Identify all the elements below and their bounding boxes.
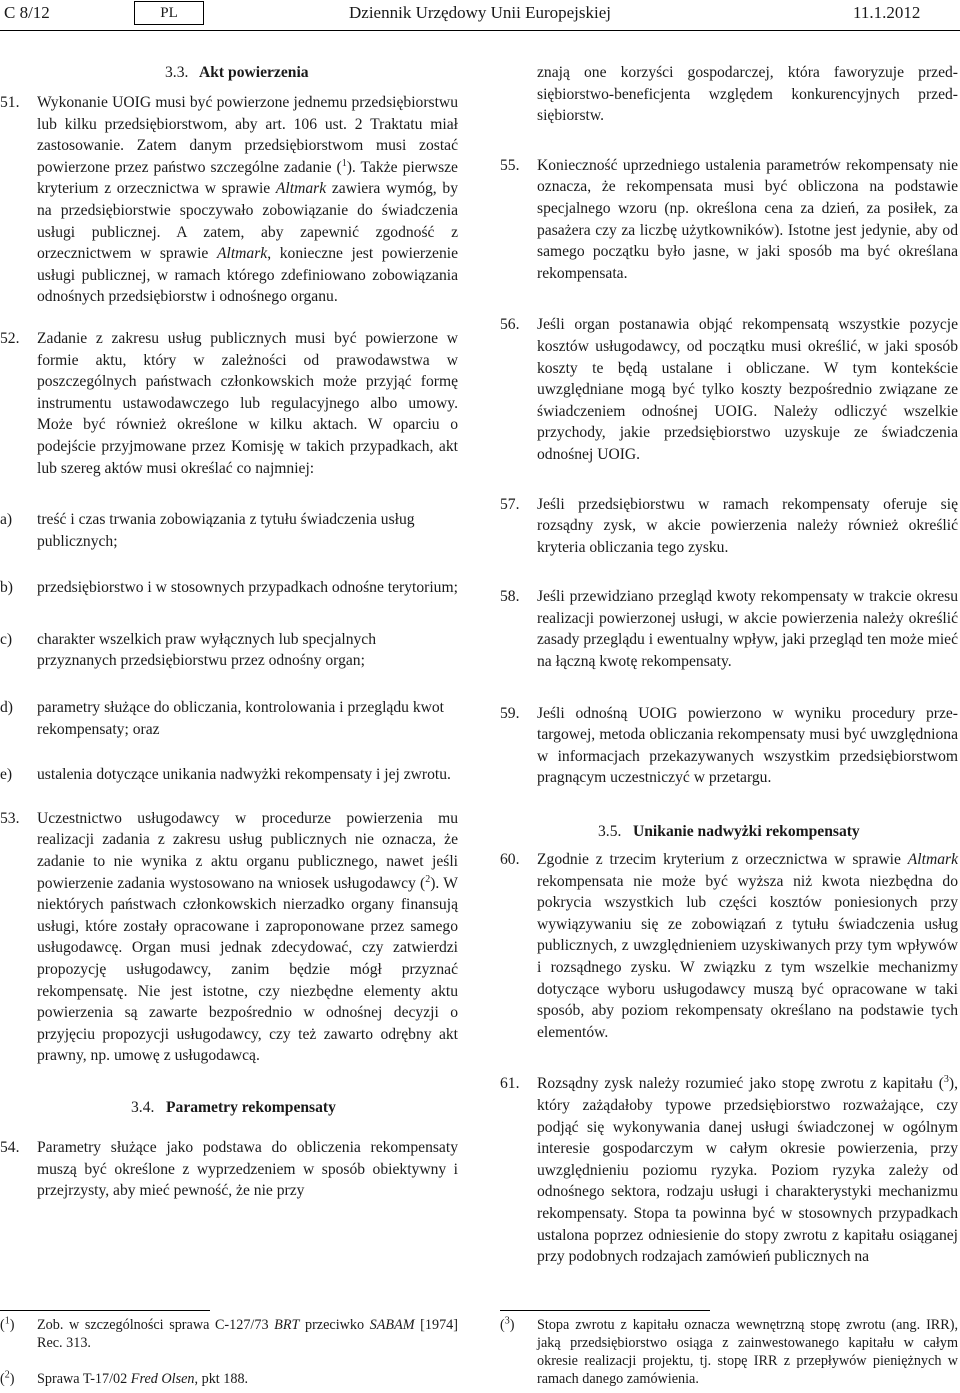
list-item <box>0 577 458 599</box>
paragraph-56 <box>500 314 958 465</box>
section-heading-3-5 <box>500 821 958 843</box>
list-label: d) <box>0 699 13 717</box>
paragraph-number: 59. <box>500 704 520 722</box>
footnote-text-part: , pkt 188. <box>194 1371 249 1387</box>
paragraph-text: ). W niektórych państwach członkowskich nierzadko organy finansują usługi, które zostały opracowane i zaproponowane przez samego usługodawcę. Organ musi jednak zdecydować, czy zatwierdzi propozycję usługodawcy, zanim będzie mógł przyznać rekompensatę. Nie jest istotne, czy niezbędne elementy aktu powierzenia są zawarte bezpośrednio w odnośnej decyzji o przyjęciu propozycji usługodawcy, czy też zawarto odrębny akt prawny, np. umowę z usługodawcą. <box>37 874 458 1065</box>
footnote-1 <box>0 1316 458 1352</box>
footnote-text: Stopa zwrotu z kapitału oznacza wewnętrzną stopę zwrotu (ang. IRR), jaką przedsiębiorstwo osiąga z zainwestowanego kapitału w całym okresie realizacji projektu, tj. stopę IRR z przepływów pieniężnych w ramach danego zamówienia. <box>537 1317 958 1387</box>
footnote-number: 2 <box>4 1369 10 1381</box>
paragraph-text: Jeśli organ postanawia objąć rekompensatą wszystkie pozycje kosztów usługodawcy, od początku musi określić, w jaki sposób koszty te będą ustalane i obliczane. W tym kontekście uwzględniane mogą być tylko koszty bezpośrednio związane ze świadczeniem odnośnej UOIG. Należy odliczyć wszelkie przychody, jakie przedsiębiorstwo uzyskuje ze świadczenia odnośnej UOIG. <box>537 316 958 463</box>
footnote-number: 1 <box>4 1315 10 1327</box>
page-header <box>0 0 960 30</box>
paragraph-number: 56. <box>500 316 520 334</box>
paragraph-text: Zgodnie z trzecim kryterium z orzecznictwa w sprawie <box>537 851 908 869</box>
paragraph-54 <box>0 1137 458 1202</box>
paragraph-text: Jeśli przedsiębiorstwu w ramach rekompensaty oferuje się rozsądny zysk, w akcie powierzenia należy również określić kryteria obliczania tego zysku. <box>537 495 958 556</box>
section-number: 3.4. <box>131 1098 155 1116</box>
case-name: Fred Olsen <box>130 1371 195 1387</box>
paragraph-number: 57. <box>500 495 520 513</box>
case-name: Altmark <box>216 245 268 263</box>
case-name: BRT <box>274 1317 300 1333</box>
list-text: charakter wszelkich praw wyłącznych lub specjalnych przyznanych przedsiębiorstwu przez odnośny organ; <box>37 630 377 670</box>
list-text: parametry służące do obliczania, kontrolowania i przeglądu kwot rekompensaty; oraz <box>37 699 445 738</box>
section-title: Parametry rekompensaty <box>166 1098 336 1116</box>
section-title: Unikanie nadwyżki rekompensaty <box>633 823 860 841</box>
list-item <box>0 764 458 786</box>
language-badge <box>134 1 204 25</box>
paragraph-text: rekompensata nie może być wyższa niż kwota niezbędna do pokrycia wszystkich lub części kosztów poniesionych przy wywiązywaniu się ze zobowiązań z tytułu świadczenia usług publicznych, z uwzględnieniem uzyskiwanych przy tym wpływów i rozsądnego zysku. W związku z tym wszelkie mechanizmy dotyczące wyboru usługodawcy muszą być opracowane w taki sposób, aby poziom rekompensaty określano na podstawie tych elementów. <box>537 872 958 1041</box>
paragraph-text: znają one korzyści gospodarczej, która faworyzuje przedsiębiorstwo-beneficjenta względem konkurencyjnych przedsiębiorstw. <box>537 64 958 125</box>
footnote-text-part: Zob. w szczególności sprawa C-127/73 <box>37 1317 275 1333</box>
paragraph-59 <box>500 703 958 789</box>
paragraph-text: Wykonanie UOIG musi być powierzone jednemu przedsiębiorstwu lub kilku przedsiębiorstwom, aby art. 106 ust. 2 Traktatu miał zastosowanie. Zatem danym przedsiębiorstwom musi zostać powierzone przez państwo szczególne zadanie ( <box>37 94 458 176</box>
paragraph-number: 52. <box>0 329 20 347</box>
footnote-label: ($^1$) <box>0 1315 15 1333</box>
header-rule <box>0 30 960 31</box>
publication-date: 11.1.2012 <box>853 3 921 22</box>
list-label: a) <box>0 511 13 529</box>
list-label: b) <box>0 579 13 597</box>
paragraph-55 <box>500 155 958 285</box>
page-reference: C 8/12 <box>4 3 50 22</box>
footnote-label: ($^2$) <box>0 1369 15 1387</box>
section-title: Akt powierzenia <box>199 64 309 81</box>
language-code: PL <box>160 5 178 21</box>
footnote-rule-left <box>0 1310 210 1311</box>
list-item <box>0 629 458 672</box>
paragraph-number: 54. <box>0 1138 20 1156</box>
footnote-text <box>0 1316 458 1352</box>
list-text: przedsiębiorstwo i w stosownych przypadkach odnośne terytorium; <box>37 579 458 597</box>
paragraph-text: zawiera wymóg, by na przedsiębiorstwie spoczywało zobowiązanie do świadczenia usługi publicznej. A zatem, aby zapewnić zgodność z orzecznictwem w sprawie <box>37 180 458 263</box>
journal-title: Dziennik Urzędowy Unii Europejskiej <box>349 3 612 22</box>
paragraph-number: 61. <box>500 1075 520 1093</box>
paragraph-text: Konieczność uprzedniego ustalenia parametrów rekompensaty nie oznacza, że rekompensata musi być obliczona na podstawie specjalnego wzoru (np. określona cena za dzień, za posiłek, za pasażera czy za liczbę użytkowników). Istotne jest jedynie, aby od samego początku było jasne, w jaki sposób ma być określana rekompensata. <box>537 156 958 282</box>
footnote-ref: 3 <box>943 1074 949 1086</box>
footnote-3 <box>500 1316 958 1388</box>
list-label: e) <box>0 766 13 784</box>
paragraph-53 <box>0 808 458 1067</box>
footnote-rule-right <box>500 1310 710 1311</box>
paragraph-text: Parametry służące jako podstawa do obliczenia rekompensaty muszą być określone z wyprzedzeniem w sposób obiektywny i przejrzysty, aby mieć pewność, że nie przy <box>37 1138 458 1200</box>
paragraph-number: 55. <box>500 156 520 174</box>
paragraph-number: 53. <box>0 809 20 827</box>
paragraph-52 <box>0 328 458 479</box>
footnote-text-part: przeciwko <box>299 1317 370 1333</box>
list-item <box>0 509 458 552</box>
section-heading-3-4 <box>0 1097 458 1119</box>
footnote-ref: 2 <box>425 873 431 885</box>
list-item <box>0 697 458 740</box>
paragraph-text: ). Także pierwsze kryterium z orzecznictwa w sprawie <box>37 158 458 198</box>
case-name: Altmark <box>907 851 958 869</box>
paragraph-text: , konieczne jest powierzenie usługi publicznej, w ramach którego zdefiniowano zobowiązania odnośnych przedsiębiorstw i odnośnego organu. <box>37 245 458 306</box>
paragraph-54-continued <box>500 62 958 127</box>
footnote-text <box>0 1370 458 1388</box>
list-text: ustalenia dotyczące unikania nadwyżki rekompensaty i jej zwrotu. <box>37 766 451 784</box>
footnote-text-part: Sprawa T-17/02 <box>37 1371 131 1387</box>
footnote-number: 3 <box>504 1315 510 1327</box>
section-number: 3.3. <box>165 64 189 81</box>
paragraph-51 <box>0 92 458 308</box>
paragraph-58 <box>500 586 958 672</box>
paragraph-text: Zadanie z zakresu usług publicznych musi być powierzone w formie aktu, który w zależności od prawodawstwa w poszczególnych państwach członkowskich może przyjąć formę instrumentu ustawodawczego lub regulacyjnego albo umowy. Może być również określone w kilku aktach. W oparciu o podejście przyjmowane przez Komisję w takich przypadkach, akt lub szereg aktów musi określać co najmniej: <box>37 329 458 477</box>
right-column <box>500 62 958 1268</box>
paragraph-57 <box>500 494 958 559</box>
paragraph-text: Uczestnictwo usługodawcy w procedurze powierzenia mu realizacji zadania z zakresu usług publicznych nie oznacza, że zadanie to nie wynika z aktu organu publicznego, nawet jeśli powierzenie zadania wystosowano na wniosek usługodawcy ( <box>37 809 458 892</box>
paragraph-61 <box>500 1073 958 1267</box>
case-name: SABAM <box>369 1317 415 1333</box>
paragraph-text: Jeśli odnośną UOIG powierzono w wyniku procedury przetargowej, metoda obliczania rekompensaty musi być uwzględniona w informacjach przekazywanych wszystkim przedsiębiorstwom pragnącym uczestniczyć w przetargu. <box>537 704 958 787</box>
paragraph-number: 58. <box>500 588 520 606</box>
footnote-ref: 1 <box>341 157 347 169</box>
footnote-2 <box>0 1370 458 1388</box>
section-number: 3.5. <box>598 823 622 841</box>
paragraph-number: 51. <box>0 94 20 111</box>
case-name: Altmark <box>275 180 327 198</box>
footnote-label: ($^3$) <box>500 1315 515 1333</box>
paragraph-60 <box>500 849 958 1043</box>
left-column <box>0 62 458 1202</box>
list-text: treść i czas trwania zobowiązania z tytułu świadczenia usług publicznych; <box>37 511 415 550</box>
paragraph-number: 60. <box>500 851 520 869</box>
paragraph-text: Jeśli przewidziano przegląd kwoty rekompensaty w trakcie okresu realizacji powierzonej usługi, w akcie powierzenia należy określić zasady przeglądu i ewentualny wpływ, jaki przegląd ten może mieć na łączną kwotę rekompensaty. <box>537 588 958 671</box>
list-label: c) <box>0 630 13 648</box>
section-heading-3-3 <box>0 62 458 84</box>
paragraph-text: Rozsądny zysk należy rozumieć jako stopę zwrotu z kapitału ( <box>537 1075 944 1093</box>
footnote-text-part: [1974] Rec. 313. <box>37 1317 458 1351</box>
paragraph-text: ), który zażądałoby typowe przedsiębiorstwo rozważające, czy podjąć się wykonywania danej usługi świadczonej w ogólnym interesie gospodarczym w całym okresie powierzenia, przy uwzględnieniu poziomu ryzyka. Poziom ryzyka zależy od odnośnego sektora, rodzaju usługi i charakterystyki mechanizmu rekompensaty. Stopa ta powinna być w stosownych przypadkach ustalona poprzez odniesienie do stopy zwrotu z kapitału osiąganej przy podobnych rodzajach zamówień publicznych na <box>537 1075 958 1266</box>
